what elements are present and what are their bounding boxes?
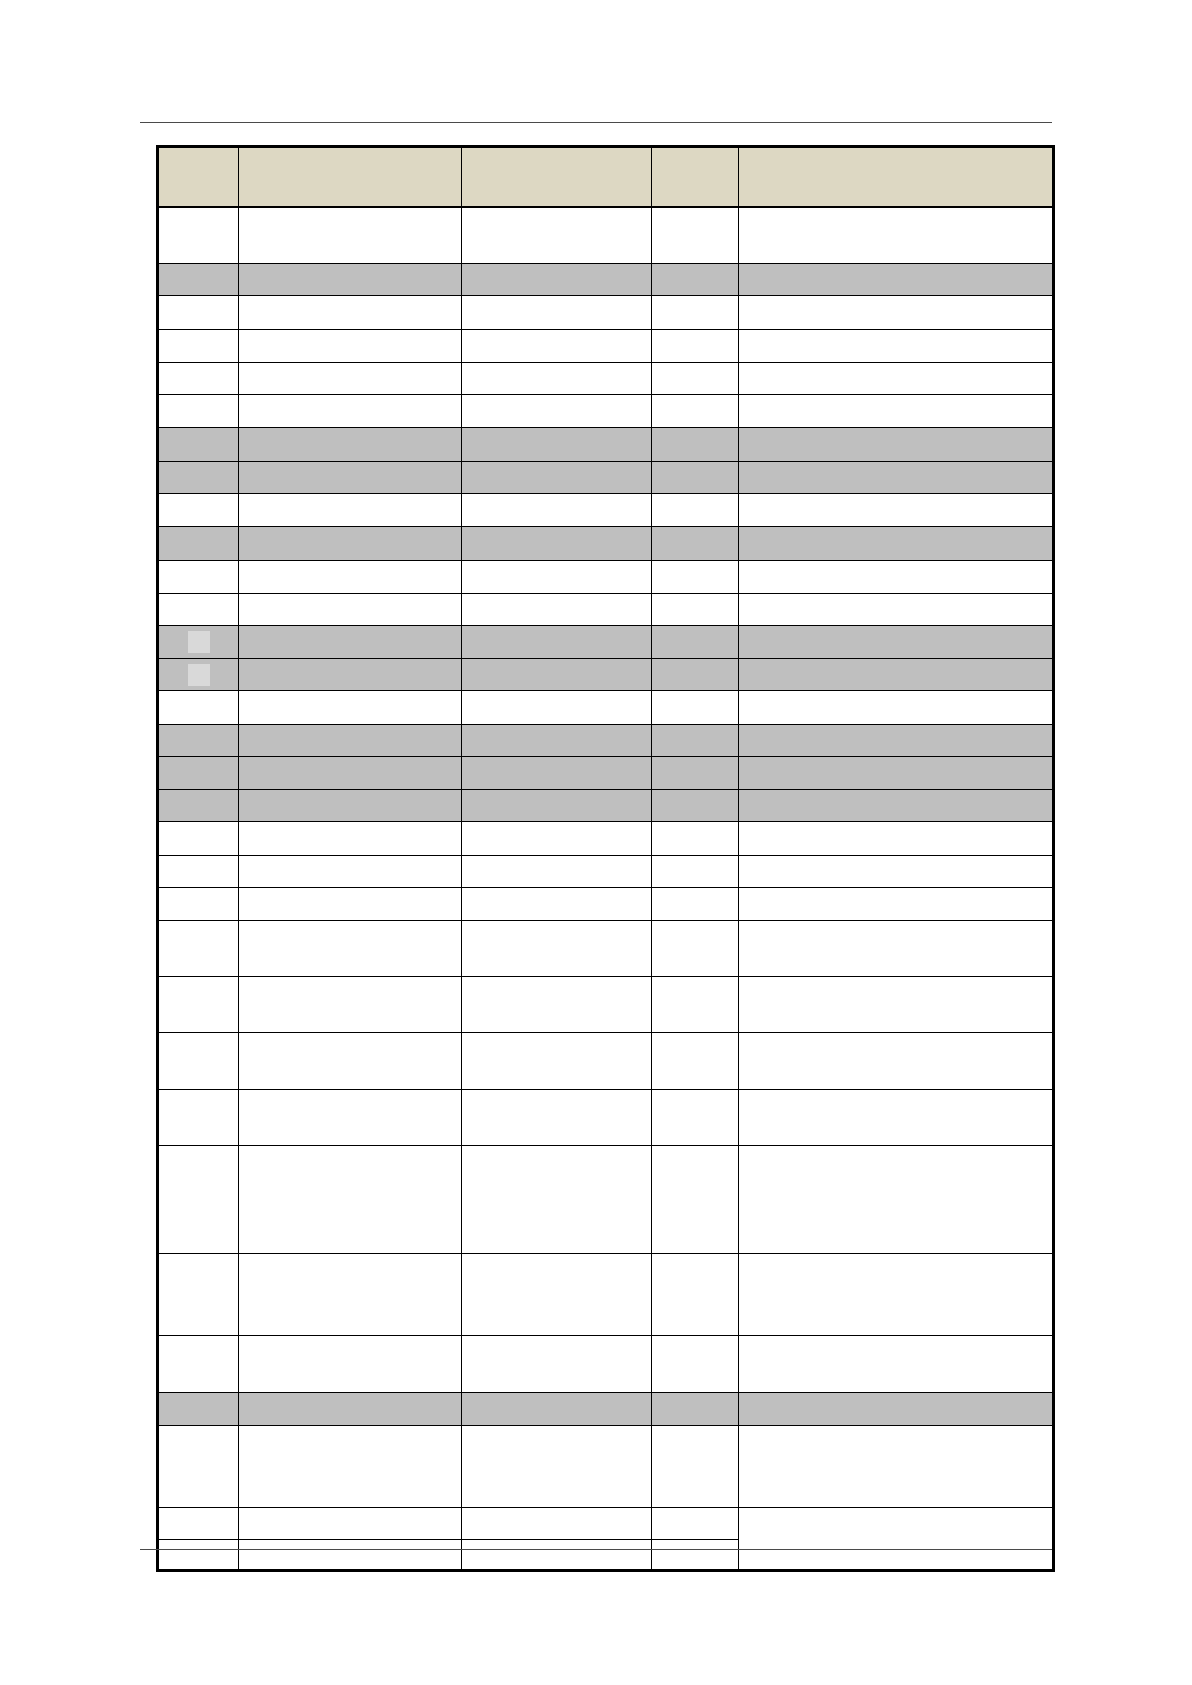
- table-cell: [462, 691, 652, 725]
- table-cell: [239, 527, 462, 561]
- table-cell: [652, 1033, 739, 1090]
- table-cell: [739, 1426, 1054, 1508]
- table-cell: [652, 1393, 739, 1426]
- table-row: [158, 921, 1054, 977]
- table-cell: [462, 1540, 652, 1571]
- table-cell: [158, 494, 239, 527]
- table-header-row: [158, 147, 1054, 208]
- table-cell: [739, 363, 1054, 395]
- header-cell: [158, 147, 239, 208]
- table-row: [158, 1146, 1054, 1254]
- table-row: [158, 1033, 1054, 1090]
- table-cell: [239, 626, 462, 659]
- table-cell: [462, 790, 652, 822]
- table-cell: [462, 626, 652, 659]
- table-cell: [462, 330, 652, 363]
- table-cell: [739, 428, 1054, 462]
- table-cell: [462, 888, 652, 921]
- table-cell: [652, 822, 739, 856]
- table-cell: [462, 1090, 652, 1146]
- table-row: [158, 395, 1054, 428]
- table-cell: [739, 1393, 1054, 1426]
- table-row: [158, 494, 1054, 527]
- table-cell: [739, 207, 1054, 264]
- table-cell: [462, 395, 652, 428]
- table-cell: [462, 822, 652, 856]
- table-cell: [652, 527, 739, 561]
- table-cell: [739, 691, 1054, 725]
- table-row: [158, 462, 1054, 494]
- table-cell: [462, 462, 652, 494]
- table-row: [158, 330, 1054, 363]
- table-cell: [739, 1090, 1054, 1146]
- table-cell: [158, 691, 239, 725]
- table-cell: [739, 1336, 1054, 1393]
- table-cell: [739, 1146, 1054, 1254]
- table-row: [158, 659, 1054, 691]
- table-cell: [652, 856, 739, 888]
- table-cell: [158, 921, 239, 977]
- table-cell: [239, 725, 462, 757]
- table-cell: [158, 1336, 239, 1393]
- table-row: [158, 561, 1054, 594]
- table-row: [158, 822, 1054, 856]
- table-cell: [652, 1426, 739, 1508]
- table-cell: [739, 757, 1054, 790]
- footer-rule: [140, 1549, 1052, 1550]
- table-cell: [158, 264, 239, 296]
- table-cell: [462, 856, 652, 888]
- table-cell: [652, 594, 739, 626]
- table-cell: [462, 494, 652, 527]
- table-cell: [239, 330, 462, 363]
- table-cell: [739, 790, 1054, 822]
- table-cell: [239, 1146, 462, 1254]
- table-cell: [462, 594, 652, 626]
- table-cell: [239, 691, 462, 725]
- table-cell: [739, 296, 1054, 330]
- table-cell: [158, 527, 239, 561]
- table-cell: [652, 462, 739, 494]
- table-row: [158, 790, 1054, 822]
- table-cell: [739, 527, 1054, 561]
- table-cell: [239, 1540, 462, 1571]
- table-row: [158, 757, 1054, 790]
- table-cell: [462, 659, 652, 691]
- table-cell: [652, 395, 739, 428]
- table-cell: [239, 1393, 462, 1426]
- table-cell: [739, 856, 1054, 888]
- table-cell: [739, 330, 1054, 363]
- table-row: [158, 1508, 1054, 1540]
- table-cell: [158, 462, 239, 494]
- table-cell: [462, 921, 652, 977]
- table-cell: [652, 561, 739, 594]
- table-cell: [239, 757, 462, 790]
- table-cell: [739, 626, 1054, 659]
- table-cell: [239, 296, 462, 330]
- table-row: [158, 527, 1054, 561]
- table-cell: [158, 822, 239, 856]
- table-cell: [158, 1146, 239, 1254]
- table-row: [158, 1254, 1054, 1336]
- table-row: [158, 1336, 1054, 1393]
- table-cell: [652, 921, 739, 977]
- table-cell: [158, 1508, 239, 1540]
- table-cell: [239, 207, 462, 264]
- table-row: [158, 1426, 1054, 1508]
- table-cell: [158, 296, 239, 330]
- table-cell: [462, 1336, 652, 1393]
- table-cell: [652, 725, 739, 757]
- table-cell: [652, 757, 739, 790]
- table-row: [158, 428, 1054, 462]
- header-cell: [239, 147, 462, 208]
- table-cell: [739, 659, 1054, 691]
- table-row: [158, 1090, 1054, 1146]
- table-cell: [239, 494, 462, 527]
- table-row: [158, 888, 1054, 921]
- table-cell: [158, 330, 239, 363]
- table-row: [158, 691, 1054, 725]
- header-cell: [462, 147, 652, 208]
- table-cell: [652, 1146, 739, 1254]
- table-cell: [158, 561, 239, 594]
- table-cell: [652, 977, 739, 1033]
- table-cell: [462, 428, 652, 462]
- table-cell: [239, 921, 462, 977]
- table-cell: [462, 1508, 652, 1540]
- table-cell: [652, 1254, 739, 1336]
- table-cell: [462, 977, 652, 1033]
- table-cell: [239, 822, 462, 856]
- table-cell: [158, 428, 239, 462]
- table-cell: [158, 888, 239, 921]
- table-cell: [239, 462, 462, 494]
- table-row: [158, 207, 1054, 264]
- table-cell: [739, 1254, 1054, 1336]
- table-row: [158, 594, 1054, 626]
- table-cell: [652, 1540, 739, 1571]
- table-cell: [462, 207, 652, 264]
- table-cell: [652, 330, 739, 363]
- table-cell: [462, 561, 652, 594]
- table-cell: [239, 594, 462, 626]
- table-cell: [462, 725, 652, 757]
- table-row: [158, 296, 1054, 330]
- table-cell: [239, 1426, 462, 1508]
- table-cell: [739, 561, 1054, 594]
- table-cell: [239, 561, 462, 594]
- table-cell: [158, 1090, 239, 1146]
- table-cell: [239, 1336, 462, 1393]
- table-cell: [652, 494, 739, 527]
- table-cell: [158, 1033, 239, 1090]
- table-row: [158, 977, 1054, 1033]
- cell-marker: [188, 631, 210, 653]
- table-body: [158, 207, 1054, 1571]
- table-cell: [652, 626, 739, 659]
- table-row: [158, 856, 1054, 888]
- table-row: [158, 264, 1054, 296]
- table-cell: [739, 462, 1054, 494]
- table-cell: [739, 395, 1054, 428]
- table-cell: [652, 1508, 739, 1540]
- table-cell: [239, 790, 462, 822]
- table-cell: [239, 1508, 462, 1540]
- data-table: [156, 145, 1055, 1572]
- table-cell: [652, 790, 739, 822]
- table-cell: [652, 691, 739, 725]
- table-cell: [239, 659, 462, 691]
- table-cell: [462, 1393, 652, 1426]
- table-cell: [652, 428, 739, 462]
- table-cell: [239, 428, 462, 462]
- table-cell: [652, 659, 739, 691]
- table-cell: [158, 395, 239, 428]
- table-cell: [739, 1508, 1054, 1571]
- table-cell: [462, 264, 652, 296]
- table-cell: [739, 594, 1054, 626]
- table-cell: [652, 363, 739, 395]
- table-cell: [158, 363, 239, 395]
- table-cell: [239, 264, 462, 296]
- table-cell: [158, 757, 239, 790]
- table-cell: [158, 1254, 239, 1336]
- table-cell: [739, 822, 1054, 856]
- table-cell: [462, 1146, 652, 1254]
- table-cell: [462, 296, 652, 330]
- table-cell: [739, 888, 1054, 921]
- table-cell: [462, 363, 652, 395]
- table-cell: [462, 757, 652, 790]
- table-cell: [158, 856, 239, 888]
- header-cell: [652, 147, 739, 208]
- table-row: [158, 626, 1054, 659]
- header-cell: [739, 147, 1054, 208]
- table-cell: [158, 725, 239, 757]
- table-cell: [462, 527, 652, 561]
- header-rule: [140, 122, 1052, 123]
- table-cell: [239, 363, 462, 395]
- table-cell: [239, 1033, 462, 1090]
- table-cell: [158, 594, 239, 626]
- table-cell: [652, 888, 739, 921]
- table-cell: [652, 207, 739, 264]
- table-cell: [652, 264, 739, 296]
- table-cell: [158, 626, 239, 659]
- table-cell: [239, 1090, 462, 1146]
- table-cell: [739, 725, 1054, 757]
- table-cell: [239, 1254, 462, 1336]
- table-cell: [239, 856, 462, 888]
- table-row: [158, 725, 1054, 757]
- cell-marker: [188, 664, 210, 686]
- table-cell: [739, 494, 1054, 527]
- table-cell: [462, 1033, 652, 1090]
- table-cell: [739, 264, 1054, 296]
- table-row: [158, 1393, 1054, 1426]
- table-cell: [652, 1090, 739, 1146]
- table-cell: [462, 1426, 652, 1508]
- table-cell: [158, 1540, 239, 1571]
- table-cell: [239, 977, 462, 1033]
- table-cell: [739, 921, 1054, 977]
- table-cell: [158, 790, 239, 822]
- table-cell: [652, 1336, 739, 1393]
- table-cell: [739, 977, 1054, 1033]
- table-cell: [158, 1393, 239, 1426]
- table-cell: [239, 888, 462, 921]
- table-cell: [158, 977, 239, 1033]
- table-row: [158, 363, 1054, 395]
- table-cell: [739, 1033, 1054, 1090]
- table-container: [156, 145, 1055, 1572]
- table-cell: [158, 207, 239, 264]
- table-cell: [239, 395, 462, 428]
- table-cell: [462, 1254, 652, 1336]
- table-cell: [158, 659, 239, 691]
- table-cell: [158, 1426, 239, 1508]
- table-cell: [652, 296, 739, 330]
